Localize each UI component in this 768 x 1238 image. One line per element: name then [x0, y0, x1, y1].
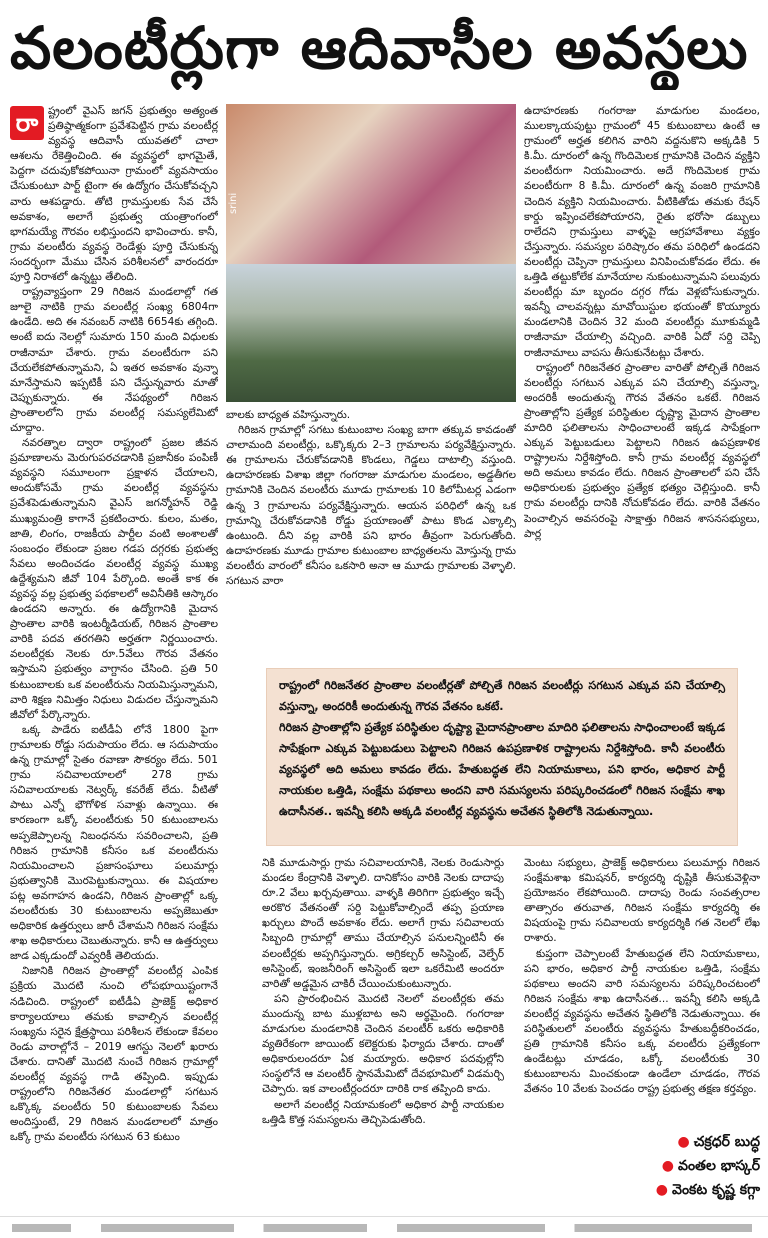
paragraph: రాష్ట్రంలో గిరిజనేతర ప్రాంతాల వారితో పోల్చితే గిరిజన వలంటీర్లు సగటున ఎక్కువ పని చేయాల్సి వస్తున్నా, అందరికీ అందుతున్న గౌరవ వేతనం ఒకటే. గిరిజన ప్రాంతాల్లోని ప్రత్యేక పరిస్థితుల దృష్ట్యా మైదాన ప్రాంతాల మాదిరి ఫలితాలను సాధించాలంటే ఇక్కడ సాపేక్షంగా ఎక్కువ పెట్టుబడులు పెట్టాలని గిరిజన ఉపప్రణాళిక రాష్ట్రాలను నిర్దేశిస్తోంది. కానీ గ్రామ వలంటీర్ల వ్యవస్థలో అది అమలు కావడం లేదు. గిరిజన ప్రాంతాలలో పని చేసే అధికారులకు ప్రభుత్వం ప్రత్యేక భత్యం చెల్లిస్తుంది. కానీ గ్రామ వలంటీర్లు దానికి నోచుకోవడం లేదు. వారికి వేతనం పెంచాల్సిన అవసరంపై సాక్షాత్తు గిరిజన శాసనసభ్యులు, పార్ల — [524, 361, 760, 540]
paragraph: అలాగే వలంటీర్ల నియామకంలో అధికార పార్టీ నాయకుల ఒత్తిడి కొత్త సమస్యలను తెచ్చిపెడుతోంది. — [262, 1098, 504, 1126]
next-article-strip — [0, 1216, 768, 1238]
pull-quote-text: గిరిజన ప్రాంతాల్లోని ప్రత్యేక పరిస్థితుల దృష్ట్యా మైదానప్రాంతాల మాదిరి ఫలితాలను సాధించాలంటే ఇక్కడ సాపేక్షంగా ఎక్కువ పెట్టుబడులు పెట్టాలని గిరిజన ఉపప్రణాళిక రాష్ట్రాలను నిర్దేశిస్తోంది. కానీ వలంటీరు వ్యవస్థలో అది అమలు కావడం లేదు. హేతుబద్ధత లేని నియామకాలు, పని భారం, అధికార పార్టీ నాయకుల ఒత్తిడి, సంక్షేమ పథకాలు అందని వారి సమస్యలను పరిష్కరించడంలో గిరిజన సంక్షేమ శాఖ ఉదాసీనత.. ఇవన్నీ కలిసి అక్కడి వలంటీర్ల వ్యవస్థను అచేతన స్థితిలోకి నెడుతున్నాయి. — [279, 721, 725, 818]
paragraph: ఉదాహరణకు గంగరాజు మాడుగుల మండలం, ములక్కాయపుట్టు గ్రామంలో 45 కుటుంబాలు ఉంటే ఆ గ్రామంలో అర్హత కలిగిన వారిని వద్దనుకొని అక్కడికి 5 కి.మీ. దూరంలో ఉన్న గొందిమెలక గ్రామానికి చెందిన వ్యక్తిని వలంటీరుగా నియమించారు. అదే గొందిమెలక గ్రామ వలంటీరుగా 8 కి.మీ. దూరంలో ఉన్న వంజరి గ్రామానికి చెందిన వ్యక్తిని నియమించారు. వీటికితోడు తమకు రేషన్ కార్డు ఇప్పించలేకపోయారని, రైతు భరోసా డబ్బులు రాలేదని గ్రామస్తులు వాళ్ళపై ఆగ్రహావేశాలు వ్యక్తం చేస్తున్నారు. సమస్యల పరిష్కారం తమ పరిధిలో ఉండదని వలంటీర్లు చెప్పినా గ్రామస్తులు వినిపించుకోవడం లేదు. ఈ ఒత్తిడి తట్టుకోలేక మానేయాల నుకుంటున్నామని పలువురు వలంటీర్లు మా బృందం దగ్గర గోడు వెళ్లబోసుకున్నారు. ఇవన్నీ చాలవన్నట్లు మావోయిస్టుల భయంతో కొయ్యూరు మండలానికి చెందిన 32 మంది వలంటీర్లు మూకుమ్మడి రాజీనామా చేయాల్సి వచ్చింది. వారికి ఏదో సర్ది చెప్పి రాజీనామాలు వాపసు తీసుకునేటట్లు చేశారు. — [524, 105, 760, 359]
photo-credit: srini — [228, 192, 239, 214]
paragraph: నికి మూడుసార్లు గ్రామ సచివాలయానికి, నెలకు రెండుసార్లు మండల కేంద్రానికి వెళ్ళాలి. దానికోసం వారికి నెలకు దాదాపు రూ.2 వేలు ఖర్చవుతాయి. వాళ్ళకి తిరిగిగా ప్రభుత్వం ఇచ్చే అరకొర వేతనంతో సర్ది పెట్టుకోవాల్సిందే తప్ప ప్రయాణ ఖర్చులు పొందే అవకాశం లేదు. అలాగే గ్రామ సచివాలయ సిబ్బంది గ్రామాల్లో తాము చేయాల్సిన పనులన్నింటినీ ఈ వలంటీర్లకు అప్పగిస్తున్నారు. అగ్రికల్చర్ అసిస్టెంట్, వెల్ఫేర్ అసిస్టెంట్, ఇంజనీరింగ్ అసిస్టెంట్ ఇలా ఒకరేమిటి అందరూ వారితో అడ్డమైన చాకిరీ చేయించుకుంటున్నారు. — [262, 857, 504, 990]
paragraph: ష్ట్రంలో వైఎస్ జగన్ ప్రభుత్వం అత్యంత ప్రతిష్ఠాత్మకంగా ప్రవేశపెట్టిన గ్రామ వలంటీర్ల వ్యవస్థ ఆదివాసీ యువతలో చాలా ఆశలను రేకెత్తించింది. ఈ వ్యవస్థలో భాగమైతే, పెద్దగా చదువుకోకపోయినా గ్రామంలో వ్యవసాయం చేసుకుంటూ పార్ట్ టైంగా ఈ ఉద్యోగం చేసుకోవచ్చని వారు ఆశపడ్డారు. తోటి గ్రామస్తులకు సేవ చేసే అవకాశం, అలాగే ప్రభుత్వ యంత్రాంగంలో భాగమయ్యే గౌరవం లభిస్తుందని భావించారు. కానీ, గ్రామ వలంటీరు వ్యవస్థ రెండేళ్లు పూర్తి చేసుకున్న సందర్భంగా మేము చేసిన పరిశీలనలో వారందరూ పూర్తి నిరాశలో ఉన్నట్టు తేలింది. — [10, 105, 218, 284]
byline: ● వెంకట కృష్ణ కగ్గా — [655, 1182, 760, 1198]
article-photo — [226, 104, 516, 402]
photo-volunteers — [226, 104, 516, 264]
bylines — [600, 1130, 760, 1202]
bullet-icon: ● — [655, 1182, 668, 1198]
byline: ● చక్రధర్ బుద్ధ — [677, 1134, 760, 1150]
bullet-icon: ● — [677, 1134, 690, 1150]
paragraph: రాష్ట్రవ్యాప్తంగా 29 గిరిజన మండలాల్లో గత జూలై నాటికి గ్రామ వలంటీర్ల సంఖ్య 6804గా ఉండేది. అది ఈ నవంబర్ నాటికి 6654కు తగ్గింది. అంటే ఐదు నెలల్లో సుమారు 150 మంది విధులకు రాజీనామా చేశారు. గ్రామ వలంటీరుగా పని చేయలేకపోతున్నామని, ఏ ఇతర అవకాశం వున్నా మానేస్తామని ఇప్పటికీ పని చేస్తున్నవారు మాతో చెప్పుకున్నారు. ఈ నేపథ్యంలో గిరిజన ప్రాంతాలలోని గ్రామ వలంటీర్ల సమస్యలేమిటో చూద్దాం. — [10, 286, 218, 434]
headline: వలంటీర్లుగా ఆదివాసీల అవస్థలు — [10, 14, 749, 82]
initial-letter: రా — [10, 106, 44, 140]
pull-quote — [266, 668, 738, 846]
column-2-bottom — [262, 856, 504, 1210]
photo-village-landscape — [226, 264, 516, 402]
bullet-icon: ● — [661, 1158, 674, 1174]
column-1 — [10, 104, 218, 1210]
paragraph: మెంటు సభ్యులు, ప్రాజెక్ట్ అధికారులు పలుమార్లు గిరిజన సంక్షేమశాఖ కమిషనర్, కార్యదర్శి దృష్టికి తీసుకువెళ్లినా ప్రయోజనం లేకపోయింది. దాదాపు రెండు సంవత్సరాల తాత్సారం తరువాత, గిరిజన సంక్షేమ కార్యదర్శి ఈ విషయంపై గ్రామ సచివాలయ కార్యదర్శికి గత నెలలో లేఖ రాశారు. — [524, 857, 760, 945]
byline: ● వంతల భాస్కర్ — [661, 1158, 760, 1174]
column-3-top — [524, 104, 760, 660]
paragraph: పని ప్రారంభించిన మొదటి నెలలో వలంటీర్లకు తమ ముందున్న బాట ముళ్లబాట అని అర్థమైంది. గంగరాజు మాడుగుల మండలానికి చెందిన వలంటీర్ ఒకరు అధికారికి వ్యతిరేకంగా జాయింట్ కలెక్టరుకు ఫిర్యాదు చేశారు. దాంతో అధికారులందరూ ఏక మయ్యారు. అధికార పదవుల్లోని సంస్థలోనే ఆ వలంటీర్ స్థానమేమిటో దేవభూమిలో విడమర్చి చెప్పారు. ఇక వాలంటీర్లందరూ దారికి రాక తప్పింది కాదు. — [262, 992, 504, 1096]
pull-quote-text: రాష్ట్రంలో గిరిజనేతర ప్రాంతాల వలంటీర్లతో పోల్చితే గిరిజన వలంటీర్లు సగటున ఎక్కువ పని చేయాల్సి వస్తున్నా, అందరికీ అందుతున్న గౌరవ వేతనం ఒకటే. — [279, 679, 725, 713]
paragraph: బాలకు బాధ్యత వహిస్తున్నారు. — [226, 409, 351, 421]
paragraph: ఒక్క పాడేరు ఐటీడీఏ లోనే 1800 పైగా గ్రామాలకు రోడ్డు సదుపాయం లేదు. ఆ సదుపాయం ఉన్న గ్రామాల్లో సైతం రవాణా సౌకర్యం లేదు. 501 గ్రామ సచివాలయాలలో 278 గ్రామ సచివాలయాలకు నెట్వర్క్ కవరేజ్ లేదు. వీటితో పాటు ఎన్నో భౌగోళిక సవాళ్లు ఉన్నాయి. ఈ కారణంగా ఒక్కో వలంటీరుకు 50 కుటుంబాలను అప్పజెప్పాలన్న నిబంధనను సవరించాలని, ప్రతి గిరిజన గ్రామానికి కనీసం ఒక వలంటీరును నియమించాలని ప్రజాసంఘాలు పలుమార్లు ప్రభుత్వానికి మొరపెట్టుకున్నాయి. ఈ విషయాల పట్ల అవగాహన ఉండని, గిరిజన ప్రాంతాల్లో ఒక్క వలంటీరుకు 30 కుటుంబాలను అప్పజెబుతూ అధికారిక ఉత్తర్వులు జారీ చేశామని గిరిజన సంక్షేమ శాఖ అధికారులు చెబుతున్నారు. కానీ ఆ ఉత్తర్వులు జాడ ఎక్కడుందో ఎవ్వరికీ తెలియదు. — [10, 723, 218, 963]
column-2-top — [226, 408, 516, 660]
column-3-bottom — [524, 856, 760, 1112]
paragraph: గిరిజన గ్రామాల్లో సగటు కుటుంబాల సంఖ్య బాగా తక్కువ కావడంతో చాలామంది వలంటీర్లు, ఒక్కొక్కరు 2–3 గ్రామాలను పర్యవేక్షిస్తున్నారు. ఈ గ్రామాలను చేరుకోవడానికి కొండలు, గెడ్డలు దాటాల్సి వస్తుంది. ఉదాహరణకు విశాఖ జిల్లా గంగరాజు మాడుగుల మండలం, అడ్డతీగల గ్రామానికి చెందిన వలంటీరు మూడు గ్రామాలకు 10 కిలోమీటర్ల ఎడంగా ఉన్న 3 గ్రామాలను పర్యవేక్షిస్తున్నారు. ఆయన పరిధిలో ఉన్న ఒక గ్రామాన్ని చేరుకోవడానికి రోడ్డు ప్రయాణంతో పాటు కొండ ఎక్కాల్సి ఉంటుంది. దీని వల్ల వారికి పని భారం తీవ్రంగా పెరుగుతోంది. ఉదాహరణకు మూడు గ్రామాల కుటుంబాల బాధ్యతలను మోస్తున్న గ్రామ వలంటీరు వారంలో కనీసం ఒకసారి అనా ఆ మూడు గ్రామాలకు వెళ్ళాలి. సగటున వారా — [226, 424, 516, 588]
paragraph: నవరత్నాల ద్వారా రాష్ట్రంలో ప్రజల జీవన ప్రమాణాలను మెరుగుపరచడానికి ప్రజానీకం పంపిణీ వ్యవస్థని సమూలంగా ప్రక్షాళన చేయాలని, అందుకోసమే గ్రామ వలంటీర్ల వ్యవస్థను ప్రవేశపెడుతున్నామని వైఎస్ జగన్మోహన్ రెడ్డి ముఖ్యమంత్రి కాగానే ప్రకటించారు. కులం, మతం, జాతి, లింగం, రాజకీయ పార్టీల వంటి అంశాలతో సంబంధం లేకుండా ప్రజల గడప దగ్గరకు ప్రభుత్వ సేవలు అందించడం వలంటీర్ల వ్యవస్థ ముఖ్య ఉద్దేశ్యమని జీవో 104 పేర్కొంది. అంతే కాక ఈ వ్యవస్థ వల్ల ప్రభుత్వ పథకాలలో అవినీతికి ఆస్కారం ఉండదని అన్నారు. ఈ ఉద్యోగానికి మైదాన ప్రాంతాల వారికి ఇంటర్మీడియట్, గిరిజన ప్రాంతాల వారికి పదవ తరగతిని అర్హతగా నిర్ణయించారు. వలంటీర్లకు నెలకు రూ.5వేలు గౌరవ వేతనం ఇస్తామని ప్రభుత్వం వాగ్దానం చేసింది. ప్రతి 50 కుటుంబాలకు ఒక వలంటీరును నియమిస్తున్నామని, వారి శిక్షణ నిమిత్తం నిధులు విడుదల చేస్తున్నామని జీవోలో పేర్కొన్నారు. — [10, 437, 218, 721]
paragraph: కుప్తంగా చెప్పాలంటే హేతుబద్ధత లేని నియామకాలు, పని భారం, అధికార పార్టీ నాయకుల ఒత్తిడి, సంక్షేమ పథకాలు అందని వారి సమస్యలను పరిష్కరించటంలో గిరిజన సంక్షేమ శాఖ ఉదాసీనత... ఇవన్నీ కలిసి అక్కడి వలంటీర్ల వ్యవస్థను అచేతన స్థితిలోకి నెడుతున్నాయి. ఈ పరిస్థితులలో వలంటీరు వ్యవస్థను హేతుబద్ధీకరించడం, ప్రతి గ్రామానికి కనీసం ఒక్క వలంటీరు ప్రత్యేకంగా ఉండేటట్లు చూడడం, ఒక్కో వలంటీరుకు 30 కుటుంబాలను మించకుండా ఉండేలా చూడడం, గౌరవ వేతనం 10 వేలకు పెంచడం రాష్ట్ర ప్రభుత్వ తక్షణ కర్తవ్యం. — [524, 947, 760, 1096]
paragraph: నిజానికి గిరిజన ప్రాంతాల్లో వలంటీర్ల ఎంపిక ప్రక్రియ మొదటి నుంచి లోపభూయిష్టంగానే నడిచింది. రాష్ట్రంలో ఐటీడీఏ ప్రాజెక్ట్ అధికార కార్యాలయాలు తమకు కావాల్సిన వలంటీర్ల సంఖ్యను సరైన క్షేత్రస్థాయి పరిశీలన లేకుండా కేవలం రెండు వారాల్లోనే – 2019 ఆగస్టు నెలలో ఖరారు చేశారు. దానితో మొదటి నుంచే గిరిజన గ్రామాల్లో వలంటీర్ల వ్యవస్థ గాడి తప్పింది. ఇప్పుడు రాష్ట్రంలోని గిరిజనేతర మండలాల్లో సగటున ఒక్కొక్క వలంటీరు 50 కుటుంబాలకు సేవలు అందిస్తుంటే, 29 గిరిజన మండలాలలో మాత్రం ఒక్కో గ్రామ వలంటీరు సగటున 63 కుటుం — [10, 965, 218, 1144]
